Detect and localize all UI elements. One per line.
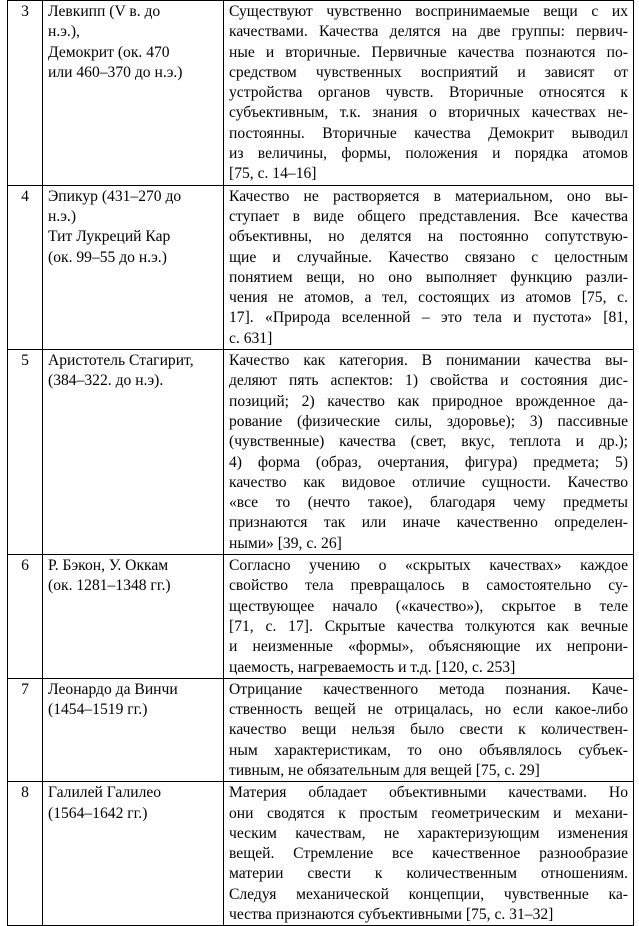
description-line: объективны, но делятся на постоянно сопутствую- — [229, 228, 628, 246]
table-row — [8, 782, 634, 926]
author-line: (384–322. до н.э). — [48, 372, 164, 390]
description-line: щие и случайные. Качество связано с целостным — [229, 248, 628, 266]
row-number: 6 — [8, 555, 43, 679]
description-line: качествами. Качества делятся на две группы: первич- — [229, 23, 628, 41]
author-line: (ок. 99–55 до н.э.) — [48, 248, 167, 266]
table-row — [8, 350, 634, 555]
description-cell — [224, 1, 634, 186]
description-cell — [224, 782, 634, 926]
description-cell — [224, 185, 634, 349]
description-line: ные и вторичные. Первичные качества познаются по- — [229, 43, 628, 61]
author-cell — [43, 350, 224, 555]
row-number: 5 — [8, 350, 43, 555]
table-row — [8, 1, 634, 186]
author-line: (1454–1519 гг.) — [48, 701, 148, 719]
description-line: рование (физические силы, здоровье); 3) пассивные — [229, 412, 628, 430]
row-number: 8 — [8, 782, 43, 926]
description-line: субъективным, т.к. знания о вторичных качествах не- — [229, 104, 628, 122]
description-line: постоянны. Вторичные качества Демокрит выводил — [229, 124, 628, 142]
row-number: 3 — [8, 1, 43, 186]
description-line: ным характеристикам, то оно объявлялось субъек- — [229, 741, 628, 759]
description-line: ческим качествам, не характеризующим изменения — [229, 824, 628, 842]
description-line: ществующее начало («качество»), скрытое в теле — [229, 597, 628, 615]
author-line: Р. Бэкон, У. Оккам — [48, 557, 169, 575]
author-cell — [43, 678, 224, 781]
author-cell — [43, 782, 224, 926]
description-line: с. 631] — [229, 329, 273, 347]
description-line: чения не атомов, а тел, состоящих из атомов [75, с. — [229, 289, 628, 307]
description-line: устройства органов чувств. Вторичные относятся к — [229, 84, 628, 102]
description-line: (чувственные) качества (свет, вкус, теплота и др.); — [229, 433, 628, 451]
author-line: Леонардо да Винчи — [48, 680, 178, 698]
description-line: позиций; 2) качество как природное врожденное да- — [229, 392, 628, 410]
description-line: Согласно учению о «скрытых качествах» каждое — [229, 557, 628, 575]
table-row — [8, 678, 634, 781]
description-cell — [224, 350, 634, 555]
description-line: цаемость, нагреваемость и т.д. [120, с. 253] — [229, 658, 516, 676]
author-line: Галилей Галилео — [48, 784, 162, 802]
description-line: 4) форма (образ, очертания, фигура) предмета; 5) — [229, 453, 628, 471]
description-line: Следуя механической концепции, чувственные ка- — [229, 885, 628, 903]
description-line: [71, с. 17]. Скрытые качества толкуются как вечные — [229, 617, 628, 635]
author-line: н.э.), — [48, 23, 80, 41]
description-line: Материя обладает объективными качествами. Но — [229, 784, 628, 802]
description-line: качество вещи нельзя было свести к количествен- — [229, 721, 628, 739]
description-line: понятием вещи, но оно выполняет функцию разли- — [229, 268, 628, 286]
author-cell — [43, 555, 224, 679]
description-line: средством чувственных восприятий и зависят от — [229, 63, 628, 81]
description-line: ными» [39, с. 26] — [229, 534, 342, 552]
table-row — [8, 555, 634, 679]
description-line: качество как видовое отличие сущности. Качество — [229, 473, 628, 491]
author-cell — [43, 185, 224, 349]
author-line: н.э.) — [48, 207, 77, 225]
description-line: из величины, формы, положения и порядка атомов — [229, 145, 628, 163]
description-line: чества признаются субъективными [75, с. 31–32] — [229, 906, 554, 924]
table-body — [8, 1, 634, 926]
description-cell — [224, 555, 634, 679]
description-line: признаются так или иначе качественно определен- — [229, 514, 628, 532]
row-number: 4 — [8, 185, 43, 349]
description-line: [75, с. 14–16] — [229, 165, 317, 183]
description-line: 17]. «Природа вселенной – это тела и пустота» [81, — [229, 309, 628, 327]
author-line: Тит Лукреций Кар — [48, 228, 171, 246]
description-line: ступает в виде общего представления. Все качества — [229, 207, 628, 225]
description-line: «все то (нечто такое), благодаря чему предметы — [229, 494, 628, 512]
author-line: Демокрит (ок. 470 — [48, 43, 170, 61]
philosophers-quality-table — [7, 0, 634, 926]
description-cell — [224, 678, 634, 781]
description-line: ственность вещей не отрицалась, но если какое-либо — [229, 701, 628, 719]
row-number: 7 — [8, 678, 43, 781]
description-line: тивным, не обязательным для вещей [75, с. 29] — [229, 761, 540, 779]
author-line: (1564–1642 гг.) — [48, 804, 148, 822]
description-line: свойство тела превращалось в самостоятельно су- — [229, 577, 628, 595]
author-line: (ок. 1281–1348 гг.) — [48, 577, 171, 595]
table-row — [8, 185, 634, 349]
description-line: деляют пять аспектов: 1) свойства и состояния дис- — [229, 372, 628, 390]
author-line: Левкипп (V в. до — [48, 3, 161, 20]
author-line: или 460–370 до н.э.) — [48, 63, 183, 81]
description-line: они сводятся к простым геометрическим и механи- — [229, 804, 628, 822]
description-line: материи свести к количественным отношениям. — [229, 865, 628, 883]
description-line: Качество не растворяется в материальном, оно вы- — [229, 187, 628, 205]
description-line: Отрицание качественного метода познания. Каче- — [229, 680, 628, 698]
description-line: вещей. Стремление все качественное разнообразие — [229, 845, 628, 863]
author-line: Эпикур (431–270 до — [48, 187, 182, 205]
description-line: и неизменные «формы», объясняющие их непрони- — [229, 638, 628, 656]
description-line: Существуют чувственно воспринимаемые вещи с их — [229, 3, 628, 20]
author-line: Аристотель Стагирит, — [48, 352, 194, 370]
description-line: Качество как категория. В понимании качества вы- — [229, 352, 628, 370]
author-cell — [43, 1, 224, 186]
